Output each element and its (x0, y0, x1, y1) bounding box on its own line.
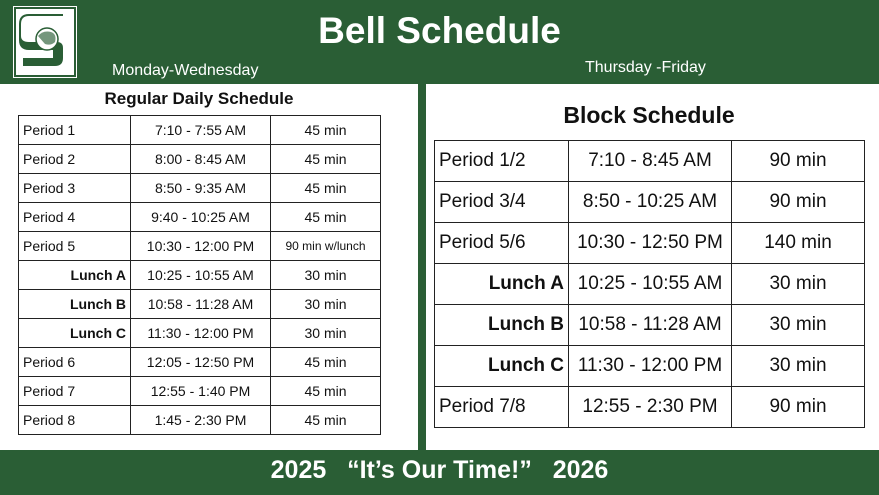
period-label: Period 2 (19, 145, 131, 174)
duration: 45 min (271, 377, 381, 406)
period-label: Period 1/2 (435, 141, 569, 182)
schedule-row (435, 182, 865, 223)
schedule-row (19, 377, 381, 406)
time-range: 10:30 - 12:50 PM (569, 223, 732, 264)
duration: 45 min (271, 203, 381, 232)
time-range: 10:58 - 11:28 AM (569, 305, 732, 346)
duration: 90 min w/lunch (271, 232, 381, 261)
schedule-row (19, 290, 381, 319)
period-label: Lunch A (19, 261, 131, 290)
period-label: Period 3/4 (435, 182, 569, 223)
schedule-row (435, 346, 865, 387)
schedule-row (19, 348, 381, 377)
duration: 45 min (271, 174, 381, 203)
schedule-row (435, 264, 865, 305)
regular-schedule-table (18, 115, 381, 435)
schedule-row (435, 305, 865, 346)
time-range: 8:00 - 8:45 AM (131, 145, 271, 174)
duration: 30 min (732, 305, 865, 346)
period-label: Period 5/6 (435, 223, 569, 264)
block-schedule-title: Block Schedule (563, 102, 735, 128)
period-label: Lunch B (19, 290, 131, 319)
period-label: Period 6 (19, 348, 131, 377)
duration: 30 min (271, 290, 381, 319)
time-range: 1:45 - 2:30 PM (131, 406, 271, 435)
time-range: 11:30 - 12:00 PM (131, 319, 271, 348)
schedule-row (19, 116, 381, 145)
time-range: 12:55 - 1:40 PM (131, 377, 271, 406)
duration: 140 min (732, 223, 865, 264)
period-label: Lunch B (435, 305, 569, 346)
duration: 30 min (271, 319, 381, 348)
regular-schedule-title: Regular Daily Schedule (104, 89, 294, 108)
schedule-row (435, 141, 865, 182)
right-day-range: Thursday -Friday (585, 59, 706, 76)
duration: 90 min (732, 141, 865, 182)
duration: 45 min (271, 145, 381, 174)
time-range: 11:30 - 12:00 PM (569, 346, 732, 387)
left-day-range: Monday-Wednesday (112, 62, 259, 79)
footer-year-start: 2025 (270, 456, 327, 484)
schedule-row (435, 223, 865, 264)
time-range: 7:10 - 7:55 AM (131, 116, 271, 145)
footer-banner (0, 450, 879, 495)
center-divider (418, 78, 426, 450)
duration: 90 min (732, 182, 865, 223)
time-range: 12:05 - 12:50 PM (131, 348, 271, 377)
time-range: 9:40 - 10:25 AM (131, 203, 271, 232)
duration: 45 min (271, 348, 381, 377)
period-label: Period 8 (19, 406, 131, 435)
time-range: 10:58 - 11:28 AM (131, 290, 271, 319)
schedule-row (19, 406, 381, 435)
time-range: 8:50 - 9:35 AM (131, 174, 271, 203)
period-label: Period 4 (19, 203, 131, 232)
footer-year-end: 2026 (552, 456, 609, 484)
header-banner (0, 0, 879, 84)
duration: 45 min (271, 116, 381, 145)
period-label: Period 7/8 (435, 387, 569, 428)
schedule-row (435, 387, 865, 428)
page-title: Bell Schedule (318, 10, 561, 51)
time-range: 10:25 - 10:55 AM (131, 261, 271, 290)
footer-slogan: “It’s Our Time!” (347, 456, 532, 484)
schedule-row (19, 203, 381, 232)
period-label: Period 1 (19, 116, 131, 145)
schedule-row (19, 261, 381, 290)
duration: 30 min (271, 261, 381, 290)
schedule-row (19, 319, 381, 348)
period-label: Lunch C (435, 346, 569, 387)
period-label: Lunch C (19, 319, 131, 348)
time-range: 8:50 - 10:25 AM (569, 182, 732, 223)
duration: 30 min (732, 346, 865, 387)
time-range: 12:55 - 2:30 PM (569, 387, 732, 428)
time-range: 10:25 - 10:55 AM (569, 264, 732, 305)
period-label: Lunch A (435, 264, 569, 305)
schedule-row (19, 232, 381, 261)
duration: 90 min (732, 387, 865, 428)
period-label: Period 3 (19, 174, 131, 203)
block-schedule-table (434, 140, 865, 428)
duration: 30 min (732, 264, 865, 305)
period-label: Period 5 (19, 232, 131, 261)
time-range: 7:10 - 8:45 AM (569, 141, 732, 182)
schedule-row (19, 174, 381, 203)
footer-slogan-line (0, 456, 879, 485)
period-label: Period 7 (19, 377, 131, 406)
duration: 45 min (271, 406, 381, 435)
schedule-row (19, 145, 381, 174)
time-range: 10:30 - 12:00 PM (131, 232, 271, 261)
